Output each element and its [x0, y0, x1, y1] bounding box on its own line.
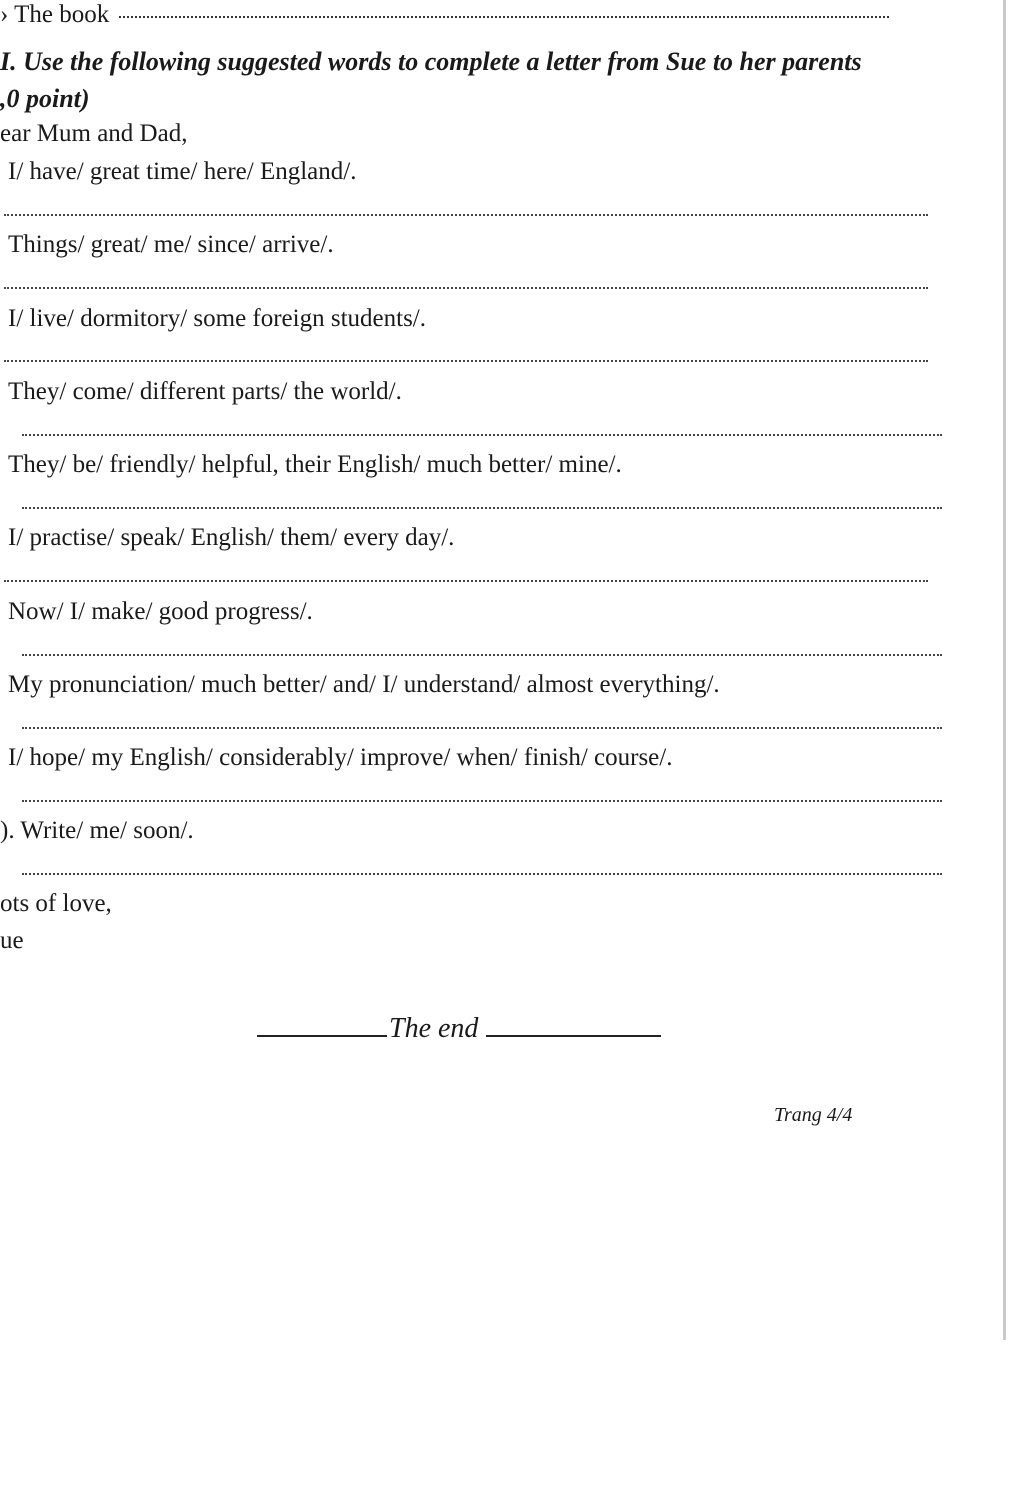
prompt-6: I/ practise/ speak/ English/ them/ every day/.	[8, 524, 455, 551]
the-end-rule-right	[486, 1035, 661, 1037]
answer-line-2[interactable]	[4, 287, 928, 289]
section-points: ,0 point)	[0, 84, 90, 113]
previous-answer-dots[interactable]	[119, 16, 889, 18]
answer-line-3[interactable]	[4, 360, 928, 362]
answer-line-7[interactable]	[22, 654, 942, 656]
the-end-marker	[257, 1012, 661, 1046]
answer-line-4[interactable]	[22, 434, 942, 436]
page-edge-rule	[1003, 0, 1006, 1340]
prompt-5: They/ be/ friendly/ helpful, their English/ much better/ mine/.	[8, 451, 622, 478]
arrow-icon: ›	[0, 1, 9, 28]
answer-line-9[interactable]	[22, 800, 942, 802]
the-end-rule-left	[257, 1035, 387, 1037]
letter-signature: ue	[0, 927, 24, 954]
prompt-1: I/ have/ great time/ here/ England/.	[8, 158, 357, 185]
previous-question-text: The book	[14, 1, 110, 28]
answer-line-6[interactable]	[4, 580, 928, 582]
previous-question-line	[0, 0, 889, 30]
answer-line-10[interactable]	[22, 873, 942, 875]
prompt-8: My pronunciation/ much better/ and/ I/ understand/ almost everything/.	[8, 671, 720, 698]
prompt-2: Things/ great/ me/ since/ arrive/.	[8, 231, 334, 258]
prompt-7: Now/ I/ make/ good progress/.	[8, 598, 313, 625]
prompt-9: I/ hope/ my English/ considerably/ improve/ when/ finish/ course/.	[8, 744, 673, 771]
answer-line-8[interactable]	[22, 727, 942, 729]
page-number: Trang 4/4	[774, 1104, 853, 1126]
answer-line-1[interactable]	[4, 214, 928, 216]
letter-salutation: ear Mum and Dad,	[0, 120, 188, 147]
prompt-3: I/ live/ dormitory/ some foreign students/.	[8, 305, 426, 332]
the-end-text: The end	[389, 1013, 479, 1044]
answer-line-5[interactable]	[22, 507, 942, 509]
prompt-10: ). Write/ me/ soon/.	[0, 817, 194, 844]
section-title: I. Use the following suggested words to complete a letter from Sue to her parents	[0, 47, 862, 76]
prompt-4: They/ come/ different parts/ the world/.	[8, 378, 402, 405]
letter-closing: ots of love,	[0, 890, 112, 917]
